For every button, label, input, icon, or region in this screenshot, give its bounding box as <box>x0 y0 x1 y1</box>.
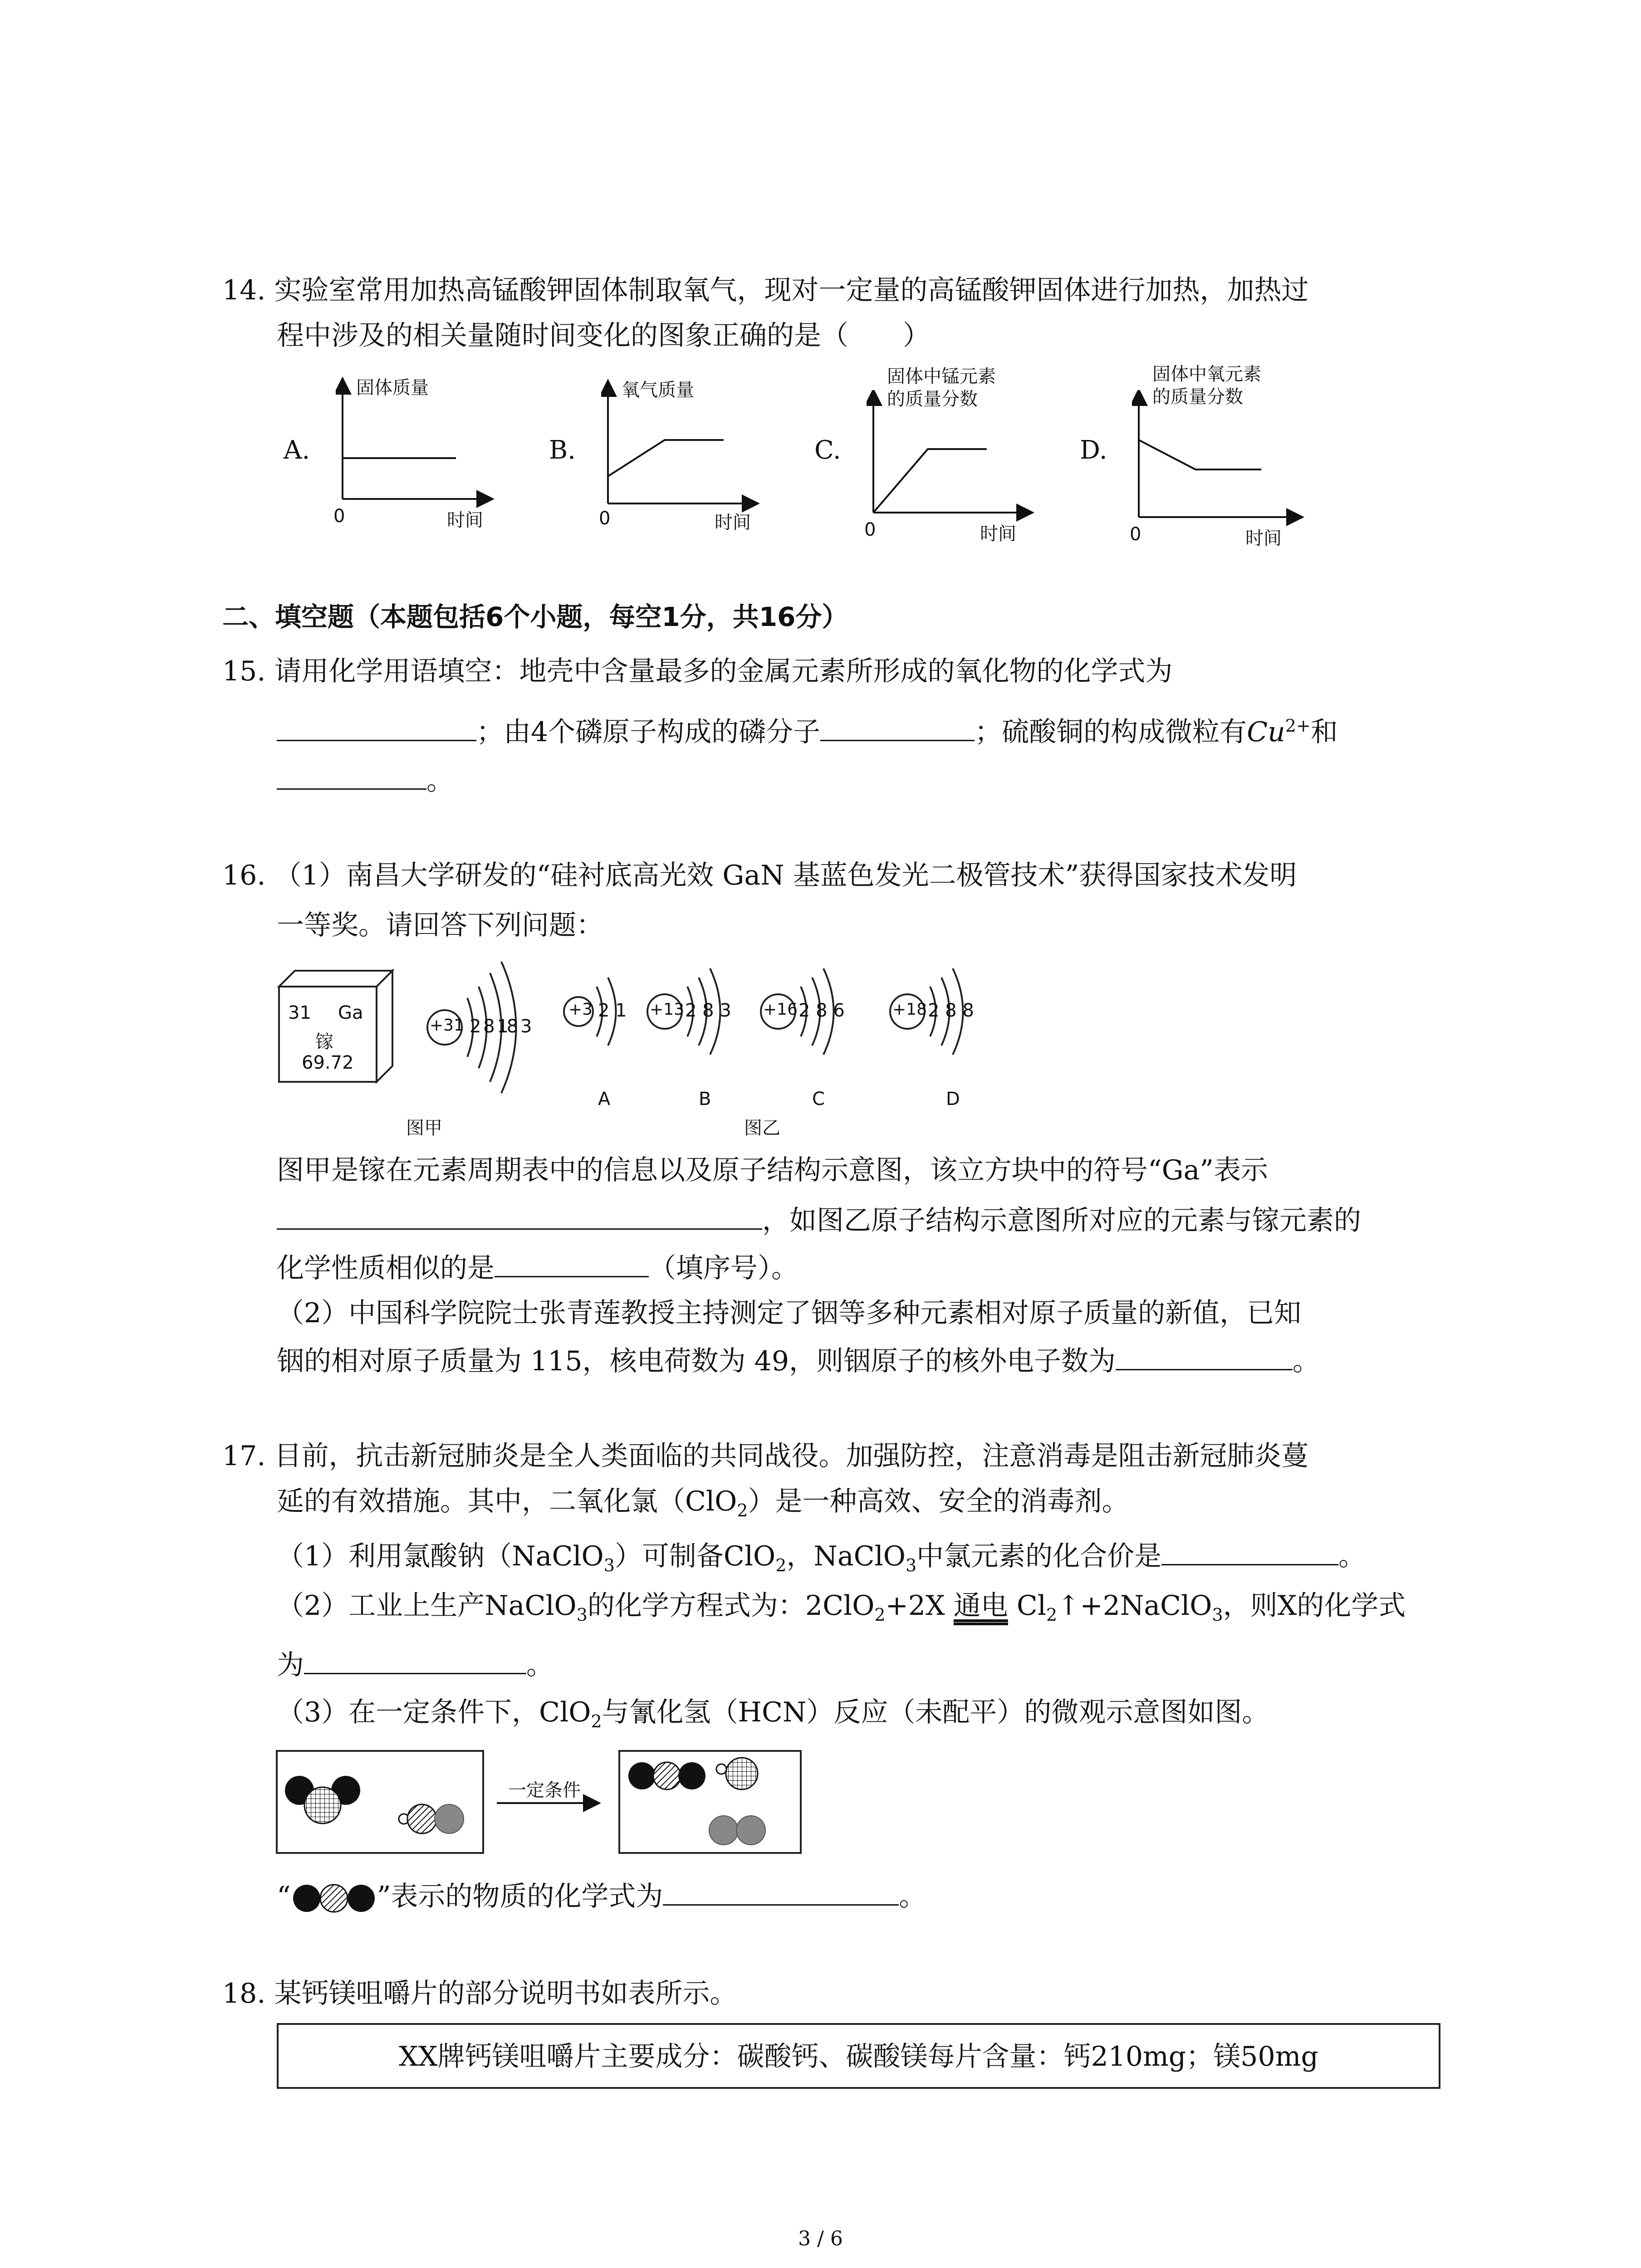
q16-line-3: 图甲是镓在元素周期表中的信息以及原子结构示意图，该立方块中的符号“Ga”表示 <box>277 1154 1269 1186</box>
q17-p2-sub-c: 2 <box>1046 1605 1058 1625</box>
chart-c-curve <box>873 449 987 513</box>
atom-b-nucleus-charge: +13 <box>650 1000 684 1019</box>
q15-blank-3[interactable] <box>277 762 426 790</box>
chart-d-xlabel: 时间 <box>1245 528 1282 549</box>
chart-c <box>867 390 1039 535</box>
chart-b-xlabel: 时间 <box>715 512 751 533</box>
atom-a-nucleus-charge: +3 <box>568 1000 593 1019</box>
page-number: 3 / 6 <box>798 2227 843 2250</box>
q15-ion-charge: 2+ <box>1285 716 1311 736</box>
q17-p1-sub-a: 3 <box>603 1555 615 1575</box>
chart-c-title-line2: 的质量分数 <box>887 389 978 410</box>
option-a-label: A. <box>284 435 310 465</box>
q17-p3-sub: 2 <box>591 1711 602 1731</box>
chart-a-xlabel: 时间 <box>447 510 483 531</box>
q17-p1-b: ）可制备ClO <box>614 1540 776 1572</box>
q17-p2-c: +2X <box>885 1590 954 1622</box>
option-d-label: D. <box>1080 435 1107 465</box>
q16-blank-2[interactable] <box>495 1250 649 1277</box>
q17-blank-3[interactable] <box>663 1878 899 1906</box>
q17-line-2 <box>277 1483 1129 1529</box>
atom-c-electrons: 2 8 6 <box>798 1000 845 1021</box>
q17-p3-a: （3）在一定条件下，ClO <box>277 1696 591 1728</box>
chart-d-origin: 0 <box>1130 524 1141 545</box>
q17-p2-sub-b: 2 <box>874 1605 886 1625</box>
q17-p2-e: ↑+2NaClO <box>1057 1590 1212 1622</box>
q18-info-table <box>277 2023 1440 2089</box>
q15-line-3 <box>277 762 454 799</box>
q17-p2-g: 为 <box>277 1649 304 1681</box>
ga-electrons: 2 8 18 3 <box>470 1016 530 1037</box>
q17-line-2-text-b: ）是一种高效、安全的消毒剂。 <box>748 1486 1129 1517</box>
q15-blank-2[interactable] <box>820 714 975 741</box>
atom-b-electrons: 2 8 3 <box>685 1000 731 1021</box>
q17-blank-2[interactable] <box>304 1647 526 1674</box>
q16-line-5 <box>277 1250 798 1286</box>
reaction-condition-label: 一定条件 <box>508 1780 581 1801</box>
chart-a-origin: 0 <box>333 506 345 527</box>
chart-c-xlabel: 时间 <box>980 523 1016 544</box>
q17-p1-e: 。 <box>1338 1540 1366 1572</box>
atom-d-nucleus-charge: +18 <box>892 1000 927 1019</box>
chart-d <box>1132 390 1304 535</box>
q17-p4-c: 。 <box>899 1881 926 1912</box>
atom-d-electrons: 2 8 8 <box>928 1000 974 1021</box>
q15-text-a: ；由4个磷原子构成的磷分子 <box>476 716 821 748</box>
q17-part-3 <box>277 1694 1269 1740</box>
chart-c-title-line1: 固体中锰元素 <box>887 366 996 387</box>
q15-blank-1[interactable] <box>277 714 476 741</box>
q17-p2-sub-d: 3 <box>1212 1605 1223 1625</box>
chart-d-title-line1: 固体中氧元素 <box>1152 364 1261 385</box>
atom-a-letter: A <box>598 1089 611 1110</box>
chart-d-curve <box>1139 440 1261 469</box>
q17-p1-d: 中氯元素的化合价是 <box>916 1540 1162 1572</box>
q16-line-7-text-a: 铟的相对原子质量为 115，核电荷数为 49，则铟原子的核外电子数为 <box>277 1345 1116 1377</box>
q16-line-4 <box>277 1202 1361 1239</box>
chart-b-origin: 0 <box>599 508 611 529</box>
q15-line-2 <box>277 708 1338 750</box>
element-card-cube <box>274 966 406 1093</box>
q14-line-1: 14. 实验室常用加热高锰酸钾固体制取氧气，现对一定量的高锰酸钾固体进行加热，加热过 <box>222 274 1309 306</box>
q17-line-1: 17. 目前，抗击新冠肺炎是全人类面临的共同战役。加强防控，注意消毒是阻击新冠肺炎蔓 <box>222 1440 1309 1472</box>
q16-line-4-text: ，如图乙原子结构示意图所对应的元素与镓元素的 <box>762 1205 1361 1237</box>
q17-p2-h: 。 <box>526 1649 554 1681</box>
q17-p4-a: “ <box>277 1881 291 1912</box>
q16-line-6: （2）中国科学院院士张青莲教授主持测定了铟等多种元素相对原子质量的新值，已知 <box>277 1297 1302 1329</box>
q17-p2-sub-a: 3 <box>576 1605 588 1625</box>
q16-line-2: 一等奖。请回答下列问题： <box>277 909 603 941</box>
q16-line-1: 16. （1）南昌大学研发的“硅衬底高光效 GaN 基蓝色发光二极管技术”获得国家技术发明 <box>222 860 1297 891</box>
q17-part-2 <box>277 1588 1406 1633</box>
element-symbol: Ga <box>338 1002 363 1023</box>
ga-nucleus-charge: +31 <box>430 1016 464 1035</box>
option-b-label: B. <box>549 435 576 465</box>
q17-p2-a: （2）工业上生产NaClO <box>277 1590 577 1622</box>
molecule-icon <box>291 1882 377 1914</box>
q16-blank-3[interactable] <box>1116 1343 1293 1370</box>
chart-b-curve <box>608 440 724 476</box>
q16-line-5-text-a: 化学性质相似的是 <box>277 1252 495 1284</box>
chart-c-origin: 0 <box>864 519 876 540</box>
q17-p1-a: （1）利用氯酸钠（NaClO <box>277 1540 604 1572</box>
option-c-label: C. <box>814 435 841 465</box>
reaction-micro-diagram <box>274 1749 819 1867</box>
q17-blank-1[interactable] <box>1161 1538 1338 1565</box>
q17-p1-sub-b: 2 <box>775 1555 787 1575</box>
chart-b-title: 氧气质量 <box>622 380 694 401</box>
atom-c-letter: C <box>812 1089 825 1110</box>
q17-p1-sub-c: 3 <box>905 1555 917 1575</box>
q15-text-b: ；硫酸铜的构成微粒有 <box>975 716 1247 748</box>
element-name: 镓 <box>315 1031 333 1052</box>
q17-p4-b: ”表示的物质的化学式为 <box>377 1881 663 1912</box>
q17-p3-b: 与氰化氢（HCN）反应（未配平）的微观示意图如图。 <box>602 1696 1269 1728</box>
q17-p2-f: ，则X的化学式 <box>1223 1590 1406 1622</box>
figure-yi-caption: 图乙 <box>744 1118 780 1139</box>
q17-part-2-line-2 <box>277 1647 554 1683</box>
atom-b-letter: B <box>699 1089 711 1110</box>
q16-blank-1[interactable] <box>277 1202 762 1230</box>
q17-sub: 2 <box>737 1501 748 1520</box>
q18-line-1: 18. 某钙镁咀嚼片的部分说明书如表所示。 <box>222 1978 737 2009</box>
figure-jia-caption: 图甲 <box>406 1118 442 1139</box>
atom-d-letter: D <box>946 1089 960 1110</box>
q17-part-4 <box>277 1878 926 1915</box>
q16-line-7-text-b: 。 <box>1293 1345 1320 1377</box>
q17-p2-d: Cl <box>1008 1590 1046 1622</box>
q15-text-c: 和 <box>1310 716 1338 748</box>
chart-a <box>336 376 499 526</box>
q17-p1-c: ，NaClO <box>786 1540 906 1572</box>
atom-a-electrons: 2 1 <box>598 1000 627 1021</box>
chart-a-title: 固体质量 <box>356 377 429 398</box>
atom-c-nucleus-charge: +16 <box>763 1000 798 1019</box>
element-number: 31 <box>288 1002 311 1023</box>
q14-line-2: 程中涉及的相关量随时间变化的图象正确的是（ ） <box>277 320 930 352</box>
q17-p2-b: 的化学方程式为：2ClO <box>587 1590 875 1622</box>
q16-line-5-text-b: （填序号）。 <box>649 1252 798 1284</box>
q17-part-1 <box>277 1538 1366 1584</box>
chart-b <box>601 379 764 528</box>
section-2-heading: 二、填空题（本题包括6个小题，每空1分，共16分） <box>222 601 848 632</box>
chart-d-title-line2: 的质量分数 <box>1152 386 1243 407</box>
q17-reaction-condition: 通电 <box>953 1590 1008 1622</box>
q18-table-text: XX牌钙镁咀嚼片主要成分：碳酸钙、碳酸镁每片含量：钙210mg；镁50mg <box>399 2041 1318 2072</box>
q15-line-1: 15. 请用化学用语填空：地壳中含量最多的金属元素所形成的氧化物的化学式为 <box>222 655 1173 687</box>
q16-line-7 <box>277 1343 1320 1379</box>
q15-end: 。 <box>426 765 454 797</box>
element-mass: 69.72 <box>302 1052 354 1073</box>
q17-line-2-text-a: 延的有效措施。其中，二氧化氯（ClO <box>277 1486 737 1517</box>
q15-ion-base: Cu <box>1247 716 1285 748</box>
